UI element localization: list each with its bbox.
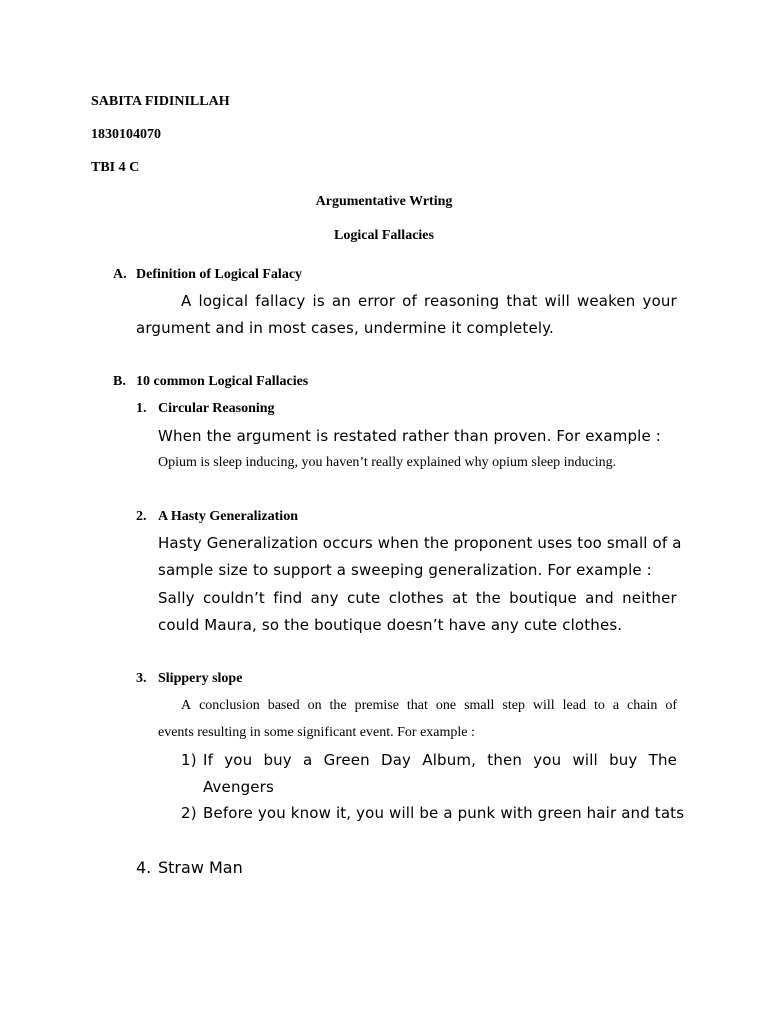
word: error bbox=[358, 292, 396, 310]
word: of bbox=[402, 292, 417, 310]
section-a-marker: A. bbox=[113, 267, 127, 282]
word: buy bbox=[609, 751, 638, 769]
word: buy bbox=[263, 751, 292, 769]
word: any bbox=[310, 589, 339, 607]
word: you bbox=[224, 751, 253, 769]
item-1-heading: Circular Reasoning bbox=[158, 401, 275, 416]
word: that bbox=[506, 292, 538, 310]
word: and bbox=[585, 589, 614, 607]
word: boutique bbox=[509, 589, 577, 607]
word: you bbox=[533, 751, 562, 769]
section-b-marker: B. bbox=[113, 374, 126, 389]
word: A bbox=[181, 698, 192, 713]
word: The bbox=[648, 751, 677, 769]
item-2-number: 2. bbox=[136, 509, 147, 524]
item-1-number: 1. bbox=[136, 401, 147, 416]
item-2-line3 bbox=[158, 589, 677, 607]
word: then bbox=[487, 751, 523, 769]
item-2-heading: A Hasty Generalization bbox=[158, 509, 298, 524]
word: to bbox=[593, 698, 605, 713]
item-2-line2: sample size to support a sweeping generalization. For example : bbox=[158, 561, 652, 579]
word: a bbox=[303, 751, 313, 769]
word: couldn’t bbox=[202, 589, 265, 607]
item-1-line1: When the argument is restated rather than proven. For example : bbox=[158, 427, 661, 445]
word: Day bbox=[381, 751, 412, 769]
word: weaken bbox=[576, 292, 636, 310]
word: logical bbox=[198, 292, 249, 310]
word: at bbox=[452, 589, 468, 607]
word: one bbox=[435, 698, 457, 713]
item-1-example: Opium is sleep inducing, you haven’t really explained why opium sleep inducing. bbox=[158, 455, 617, 470]
word: an bbox=[331, 292, 351, 310]
section-b-heading: 10 common Logical Fallacies bbox=[136, 374, 309, 389]
word: neither bbox=[622, 589, 677, 607]
word: based bbox=[267, 698, 300, 713]
section-a-paragraph-line2: argument and in most cases, undermine it completely. bbox=[136, 319, 554, 337]
item-3-number: 3. bbox=[136, 671, 147, 686]
word: on bbox=[307, 698, 322, 713]
word: Green bbox=[323, 751, 370, 769]
word: step bbox=[502, 698, 525, 713]
item-4-heading: Straw Man bbox=[158, 858, 243, 877]
word: lead bbox=[562, 698, 586, 713]
sub-item-2-number: 2) bbox=[181, 804, 197, 822]
word: fallacy bbox=[255, 292, 306, 310]
document-title: Argumentative Wrting bbox=[315, 194, 453, 209]
word: will bbox=[544, 292, 570, 310]
section-a-paragraph-line1 bbox=[181, 292, 677, 310]
word: If bbox=[203, 751, 214, 769]
word: Sally bbox=[158, 589, 195, 607]
word: premise bbox=[354, 698, 399, 713]
word: Album, bbox=[422, 751, 477, 769]
item-4-number: 4. bbox=[136, 858, 152, 877]
item-3-line2: events resulting in some significant event. For example : bbox=[158, 725, 475, 740]
word: will bbox=[572, 751, 598, 769]
section-a-heading: Definition of Logical Falacy bbox=[136, 267, 303, 282]
document-subtitle: Logical Fallacies bbox=[334, 228, 434, 243]
word: that bbox=[406, 698, 428, 713]
item-3-heading: Slippery slope bbox=[158, 671, 243, 686]
word: cute bbox=[346, 589, 381, 607]
sub-item-1-line1 bbox=[203, 751, 677, 769]
sub-item-2-text: Before you know it, you will be a punk with green hair and tats bbox=[203, 804, 685, 822]
word: your bbox=[642, 292, 677, 310]
word: A bbox=[181, 292, 192, 310]
item-2-line1: Hasty Generalization occurs when the proponent uses too small of a bbox=[158, 534, 682, 552]
item-2-line4: could Maura, so the boutique doesn’t have any cute clothes. bbox=[158, 616, 623, 634]
word: find bbox=[273, 589, 303, 607]
word: is bbox=[312, 292, 325, 310]
word: small bbox=[464, 698, 495, 713]
word: reasoning bbox=[424, 292, 500, 310]
word: a bbox=[612, 698, 620, 713]
word: the bbox=[475, 589, 501, 607]
word: will bbox=[532, 698, 555, 713]
word: chain bbox=[627, 698, 658, 713]
sub-item-1-number: 1) bbox=[181, 751, 197, 769]
sub-item-1-line2: Avengers bbox=[203, 778, 274, 796]
word: the bbox=[329, 698, 347, 713]
student-id: 1830104070 bbox=[91, 127, 161, 142]
word: conclusion bbox=[199, 698, 260, 713]
word: clothes bbox=[388, 589, 444, 607]
word: of bbox=[665, 698, 677, 713]
item-3-line1 bbox=[181, 698, 677, 714]
class-name: TBI 4 C bbox=[91, 160, 140, 175]
author-name: SABITA FIDINILLAH bbox=[91, 94, 230, 109]
